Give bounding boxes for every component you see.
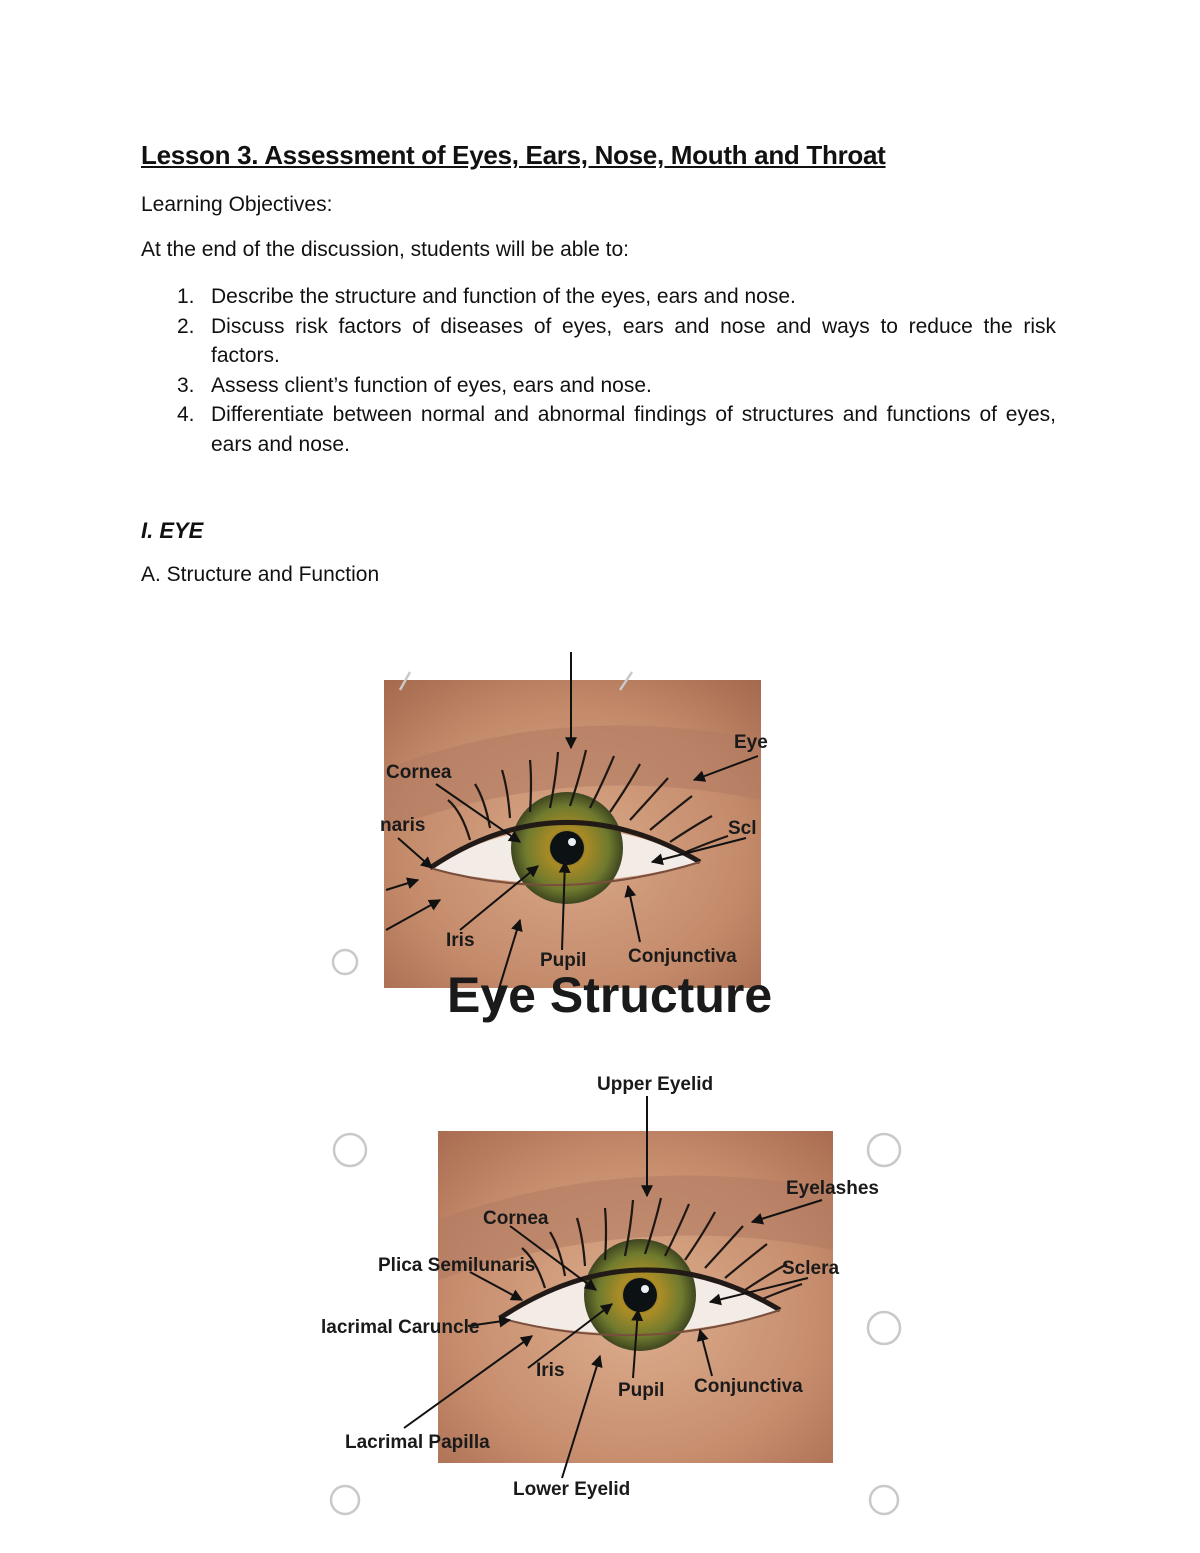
label-lacrimal-caruncle: lacrimal Caruncle [321,1317,480,1338]
watermark-icon [334,1134,366,1166]
label-plica-partial: naris [380,815,426,836]
objective-number: 4. [177,403,195,426]
pupil-shape [623,1278,657,1312]
objective-number: 1. [177,285,195,308]
eye-figure-1 [300,640,820,1040]
label-conjunctiva: Conjunctiva [628,946,737,967]
objective-item [141,312,1056,371]
label-conjunctiva: Conjunctiva [694,1376,803,1397]
lesson-title: Lesson 3. Assessment of Eyes, Ears, Nose, Mouth and Throat [141,140,886,170]
objective-item [141,400,1056,459]
objective-number: 3. [177,373,195,397]
section-subheading: A. Structure and Function [141,563,380,586]
figure-caption: Eye Structure [447,967,773,1023]
objective-text: Assess client’s function of eyes, ears and nose. [211,373,652,397]
objective-text: Discuss risk factors of diseases of eyes, ears and nose and ways to reduce the risk factors. [211,314,1056,367]
objective-item [141,282,1056,312]
label-lower-eyelid: Lower Eyelid [513,1479,631,1500]
eye-figure-2 [300,1060,920,1520]
objective-text: Describe the structure and function of the eyes, ears and nose. [211,285,796,308]
pupil-shape [550,831,584,865]
label-cornea: Cornea [386,762,452,783]
objectives-intro: At the end of the discussion, students will be able to: [141,238,629,261]
label-sclera-partial: Scl [728,818,757,839]
section-heading: I. EYE [141,518,204,543]
objective-text: Differentiate between normal and abnormal findings of structures and functions of eyes, ears and nose. [211,403,1056,456]
objective-number: 2. [177,314,195,338]
label-lacrimal-papilla: Lacrimal Papilla [345,1432,490,1453]
label-upper-eyelid: Upper Eyelid [597,1074,714,1095]
label-pupil: Pupil [618,1380,665,1401]
label-eyelashes-partial: Eye [734,732,768,753]
objective-item [141,371,1056,401]
label-eyelashes: Eyelashes [786,1178,879,1199]
objectives-list [141,282,1056,459]
label-plica-semilunaris: Plica Semilunaris [378,1255,536,1276]
label-sclera: Sclera [782,1258,840,1279]
label-pupil: Pupil [540,950,587,971]
label-iris: Iris [446,930,475,951]
label-iris: Iris [536,1360,565,1381]
objectives-heading: Learning Objectives: [141,193,333,216]
label-cornea: Cornea [483,1208,549,1229]
